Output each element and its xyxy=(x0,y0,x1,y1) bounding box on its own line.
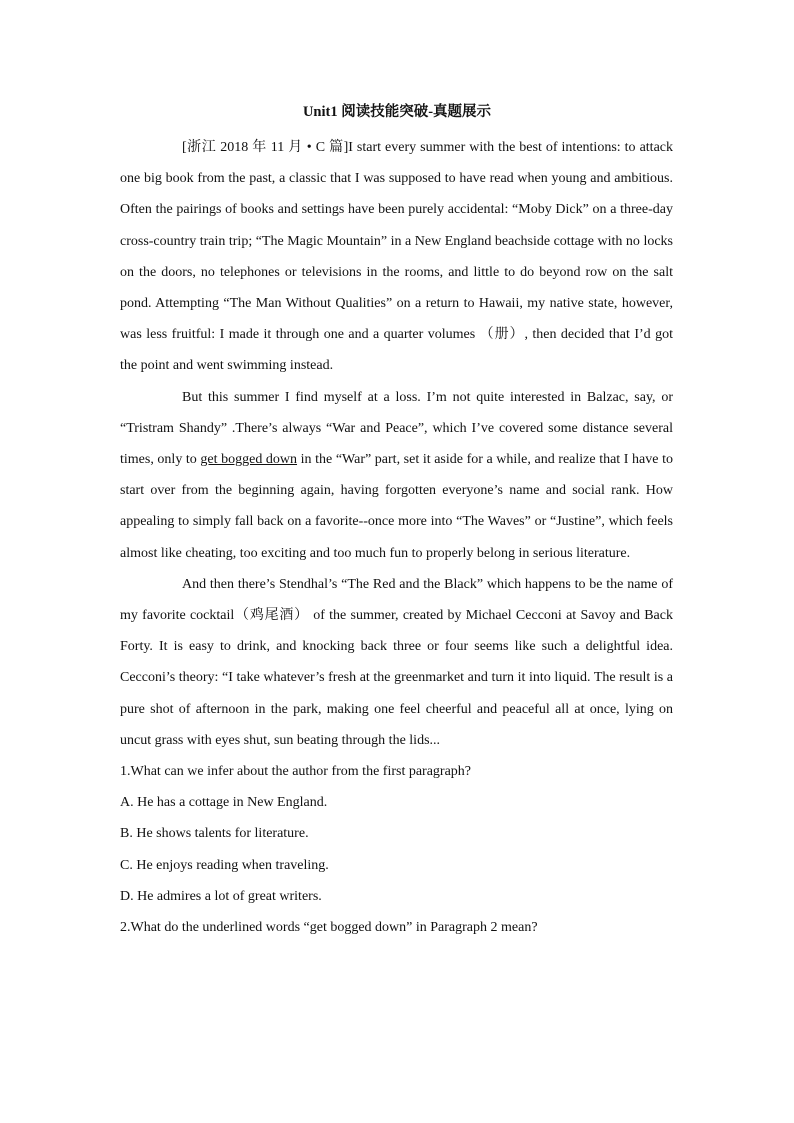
paragraph-2-before: But this summer I find myself at a loss. I’m not quite interested in Balzac, say, or “Tristram Shandy” .There’s always “War and Peace”, which I’ve covered some distance several times, only to xyxy=(120,389,673,468)
question-1-option-c: C. He enjoys reading when traveling. xyxy=(120,857,329,873)
paragraph-1-text: I start every summer with the best of intentions: to attack one big book from the past, a classic that I was supposed to have read when young and ambitious. Often the pairings of books and settings have been purely accidental: “Moby Dick” on a three-day cross-country train trip; “The Magic Mountain” in a New England beachside cottage with no locks on the doors, no telephones or televisions in the rooms, and little to do beyond row on the salt pond. Attempting “The Man Without Qualities” on a return to Hawaii, my native state, however, was less fruitful: I made it through one and a quarter volumes （册）, then decided that I’d got the point and went swimming instead. xyxy=(120,140,673,374)
question-1-option-d: D. He admires a lot of great writers. xyxy=(120,888,322,904)
paragraph-2-after: in the “War” part, set it aside for a while, and realize that I have to start over from the beginning again, having forgotten everyone’s name and social rank. How appealing to simply fall back on a favorite--once more into “The Waves” or “Justine”, which feels almost like cheating, too exciting and too much fun to properly belong in serious literature. xyxy=(120,452,673,561)
page-title: Unit1 阅读技能突破-真题展示 xyxy=(302,104,492,120)
underlined-phrase: get bogged down xyxy=(200,452,298,468)
source-tag: [浙江 2018 年 11 月 • C 篇] xyxy=(182,140,349,155)
question-1-option-b: B. He shows talents for literature. xyxy=(120,826,309,842)
question-1-option-a: A. He has a cottage in New England. xyxy=(120,795,328,811)
paragraph-2 xyxy=(120,382,673,569)
question-1-stem: 1.What can we infer about the author from the first paragraph? xyxy=(120,764,472,780)
passage-body xyxy=(120,132,673,943)
paragraph-1 xyxy=(120,132,673,382)
question-2-stem: 2.What do the underlined words “get bogged down” in Paragraph 2 mean? xyxy=(120,920,538,936)
paragraph-3: And then there’s Stendhal’s “The Red and the Black” which happens to be the name of my favorite cocktail（鸡尾酒） of the summer, created by Michael Cecconi at Savoy and Back Forty. It is easy to drink, and knocking back three or four seems like such a delightful idea. Cecconi’s theory: “I take whatever’s fresh at the greenmarket and turn it into liquid. The result is a pure shot of afternoon in the park, making one feel cheerful and peaceful all at once, lying on uncut grass with eyes shut, sun beating through the lids... xyxy=(120,576,673,748)
